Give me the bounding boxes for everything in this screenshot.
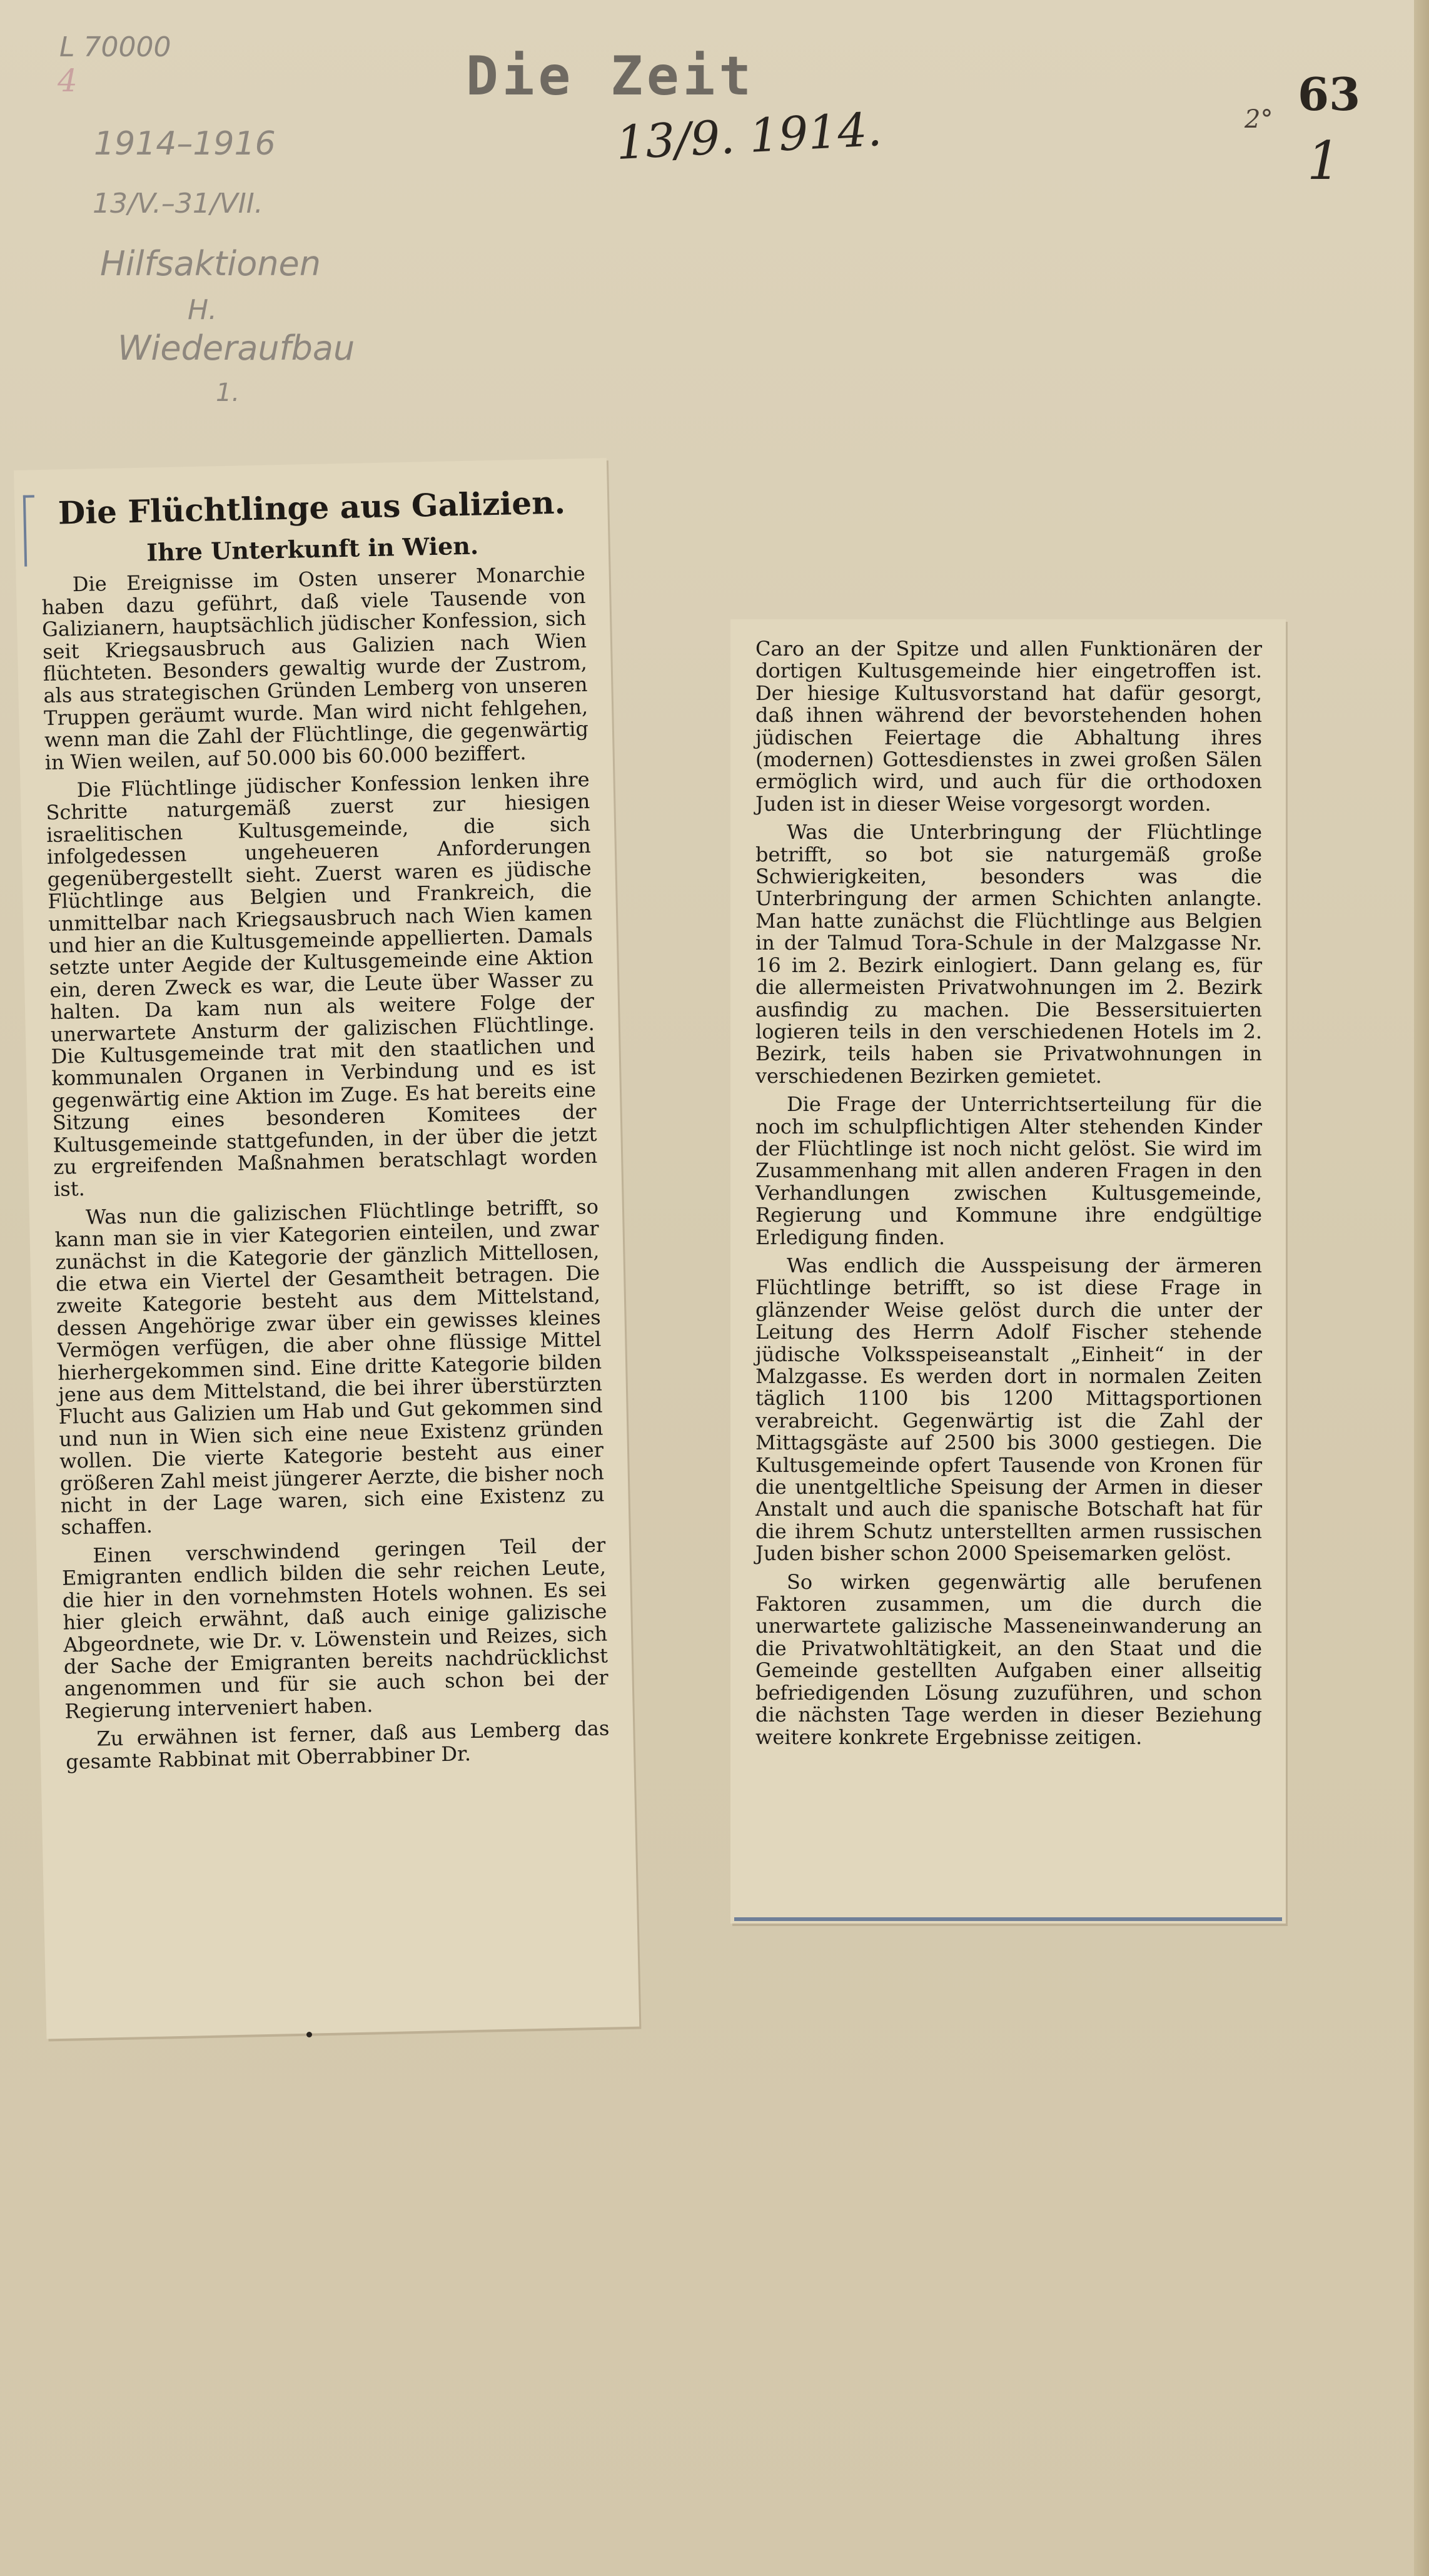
paragraph: Die Frage der Unterrichtserteilung für die noch im schulpflichtigen Alter stehenden Kinder der Flüchtlinge ist noch nicht gelöst. Sie wird im Zusammenhang mit allen anderen Fragen in den Verhandlungen zwischen Kultusgemeinde, Regierung und Kommune ihre endgültige Erledigung finden.	[755, 1092, 1262, 1249]
newspaper-masthead: Die Zeit	[466, 45, 755, 108]
pencil-note-category: Hilfsaktionen	[100, 244, 321, 283]
blue-underline-mark	[734, 1911, 1282, 1921]
paragraph: Caro an der Spitze und allen Funktionären der dortigen Kultusgemeinde hier eingetroffen ist. Der hiesige Kultusvorstand hat dafür gesorgt, daß ihnen während der bevorstehenden hohen jüdischen Feiertage die Abhaltung ihres (modernen) Gottesdienstes in zwei großen Sälen ermöglich wird, und auch für die orthodoxen Juden ist in dieser Weise vorgesorgt worden.	[755, 637, 1262, 816]
article-headline: Die Flüchtlinge aus Galizien.	[58, 484, 566, 532]
sheet-edge	[1414, 0, 1429, 2576]
pencil-note-subcategory: Wiederaufbau	[118, 328, 355, 368]
blue-bracket-mark	[23, 495, 36, 566]
clipping-column-2	[730, 619, 1286, 1924]
pencil-note-date-range: 13/V.–31/VII.	[93, 188, 263, 220]
paragraph: Die Ereignisse im Osten unserer Monarchie haben dazu geführt, daß viele Tausende von Galizianern, hauptsächlich jüdischer Konfession, sich seit Kriegsausbruch aus Galizien nach Wien flüchteten. Besonders gewaltig wurde der Zustrom, als aus strategischen Gründen Lemberg von unseren Truppen geräumt wurde. Man wird nicht fehlgehen, wenn man die Zahl der Flüchtlinge, die gegenwärtig in Wien weilen, auf 50.000 bis 60.000 beziffert.	[41, 562, 589, 774]
archive-stamp-small: 2°	[1245, 105, 1273, 134]
archive-stamp-number: 1	[1307, 130, 1341, 191]
paragraph: Was endlich die Ausspeisung der ärmeren Flüchtlinge betrifft, so ist diese Frage in glänzender Weise gelöst durch die unter der Leitung des Herrn Adolf Fischer stehende jüdische Volksspeiseanstalt „Einheit“ in der Malzgasse. Es werden dort in normalen Zeiten täglich 1100 bis 1200 Mittagsportionen verabreicht. Gegenwärtig ist die Zahl der Mittagsgäste auf 2500 bis 3000 gestiegen. Die Kultusgemeinde opfert Tausende von Kronen für die unentgeltliche Speisung der Armen in dieser Anstalt und auch die spanische Botschaft hat für die ihrem Schutz unterstellten armen russischen Juden bisher schon 2000 Speisemarken gelöst.	[755, 1253, 1262, 1566]
ink-dot	[306, 2032, 312, 2037]
paragraph: Zu erwähnen ist ferner, daß aus Lemberg das gesamte Rabbinat mit Oberrabbiner Dr.	[65, 1716, 610, 1774]
paragraph: Einen verschwindend geringen Teil der Emigranten endlich bilden die sehr reichen Leute, die hier in den vornehmsten Hotels wohnen. Es sei hier gleich erwähnt, daß auch einige galizische Abgeordnete, wie Dr. v. Löwenstein und Reizes, sich der Sache der Emigranten bereits nachdrücklichst angenommen und für sie auch schon bei der Regierung interveniert haben.	[61, 1533, 609, 1723]
handwritten-date: 13/9. 1914.	[615, 102, 884, 171]
pencil-note-index: 1.	[216, 378, 240, 407]
pencil-note-letter: H.	[188, 294, 218, 326]
paragraph: Was die Unterbringung der Flüchtlinge betrifft, so bot sie naturgemäß große Schwierigkeiten, besonders was die Unterbringung der armen Schichten anlangte. Man hatte zunächst die Flüchtlinge aus Belgien in der Talmud Tora-Schule in der Malzgasse Nr. 16 im 2. Bezirk einlogiert. Dann gelang es, für die allermeisten Privatwohnungen im 2. Bezirk ausfindig zu machen. Die Bessersituierten logieren teils in den verschiedenen Hotels im 2. Bezirk, teils haben sie Privatwohnungen in verschiedenen Bezirken gemietet.	[755, 820, 1262, 1088]
clipping-column-1	[14, 458, 639, 2039]
page-number: 63	[1298, 68, 1361, 121]
paragraph: So wirken gegenwärtig alle berufenen Faktoren zusammen, um die durch die unerwartete galizische Masseneinwanderung an die Privatwohltätigkeit, an den Staat und die Gemeinde gestellten Aufgaben einer allseitig befriedigenden Lösung zuzuführen, und schon die nächsten Tage werden in dieser Beziehung weitere konkrete Ergebnisse zeitigen.	[755, 1569, 1262, 1749]
pencil-note-years: 1914–1916	[94, 125, 276, 163]
red-pencil-mark: 4	[58, 63, 78, 99]
article-subheadline: Ihre Unterkunft in Wien.	[146, 531, 479, 567]
paragraph: Die Flüchtlinge jüdischer Konfession lenken ihre Schritte naturgemäß zuerst zur hiesigen israelitischen Kultusgemeinde, die sich infolgedessen ungeheueren Anforderungen gegenübergestellt sieht. Zuerst waren es jüdische Flüchtlinge aus Belgien und Frankreich, die unmittelbar nach Kriegsausbruch nach Wien kamen und hier an die Kultusgemeinde appellierten. Damals setzte unter Aegide der Kultusgemeinde eine Aktion ein, deren Zweck es war, die Leute über Wasser zu halten. Da kam nun als weitere Folge der unerwartete Ansturm der galizischen Flüchtlinge. Die Kultusgemeinde trat mit den staatlichen und kommunalen Organen in Verbindung und es ist gegenwärtig eine Aktion im Zuge. Es hat bereits eine Sitzung eines besonderen Komitees der Kultusgemeinde stattgefunden, in der über die jetzt zu ergreifenden Maßnahmen beratschlagt worden ist.	[46, 767, 598, 1202]
paragraph: Was nun die galizischen Flüchtlinge betrifft, so kann man sie in vier Kategorien einteilen, und zwar zunächst in die Kategorie der gänzlich Mittellosen, die etwa ein Viertel der Gesamtheit betragen. Die zweite Kategorie besteht aus dem Mittelstand, dessen Angehörige zwar über ein gewisses kleines Vermögen verfügen, die aber ohne flüssige Mittel hierhergekommen sind. Eine dritte Kategorie bilden jene aus dem Mittelstand, die bei ihrer überstürzten Flucht aus Galizien um Hab und Gut gekommen sind und nun in Wien sich eine neue Existenz gründen wollen. Die vierte Kategorie besteht aus einer größeren Zahl meist jüngerer Aerzte, die bisher noch nicht in der Lage waren, sich eine Existenz zu schaffen.	[54, 1194, 605, 1540]
pencil-note-archive-number: L 70000	[59, 31, 171, 63]
